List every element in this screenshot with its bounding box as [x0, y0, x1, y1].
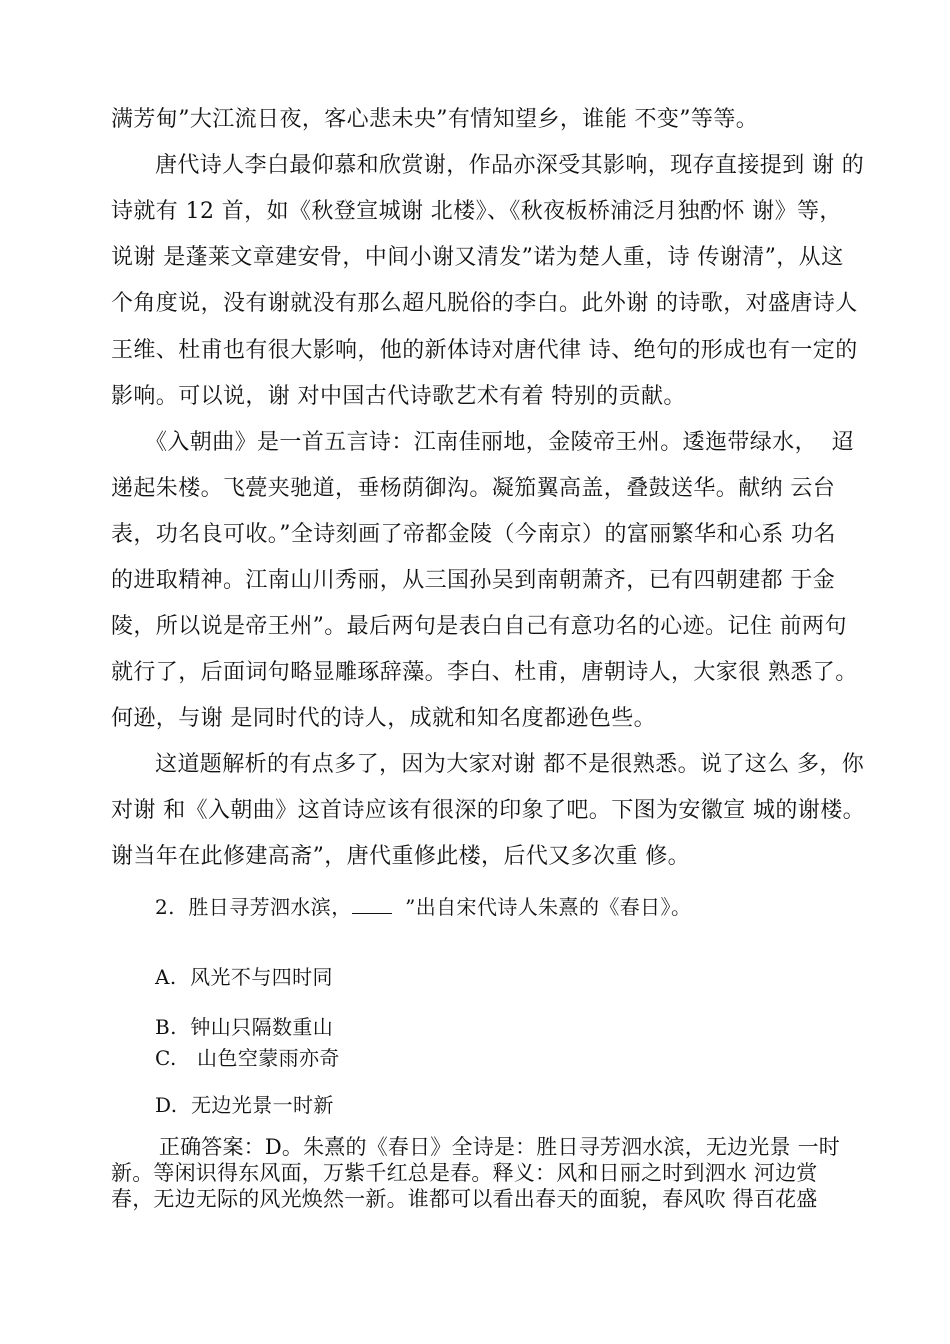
paragraph-2-line-1: 唐代诗人李白最仰慕和欣赏谢，作品亦深受其影响，现存直接提到 谢 的: [155, 153, 865, 178]
paragraph-2-line-5: 王维、杜甫也有很大影响，他的新体诗对唐代律 诗、绝句的形成也有一定的: [111, 338, 858, 363]
paragraph-2-line-4: 个角度说，没有谢就没有那么超凡脱俗的李白。此外谢 的诗歌，对盛唐诗人: [111, 291, 858, 316]
paragraph-4-line-1: 这道题解析的有点多了，因为大家对谢 都不是很熟悉。说了这么 多，你: [155, 752, 865, 777]
answer-line-2: 新。等闲识得东风面，万紫千红总是春。释义：风和日丽之时到泗水 河边赏: [111, 1161, 818, 1185]
paragraph-2-line-3: 说谢 是蓬莱文章建安骨，中间小谢又清发”诺为楚人重，诗 传谢清”，从这: [111, 245, 844, 270]
paragraph-3-line-3: 表，功名良可收。”全诗刻画了帝都金陵（今南京）的富丽繁华和心系 功名: [111, 522, 836, 547]
question-stem: [155, 893, 691, 921]
paragraph-3-line-6: 就行了，后面词句略显雕琢辞藻。李白、杜甫，唐朝诗人，大家很 熟悉了。: [111, 660, 858, 685]
paragraph-4-line-3: 谢当年在此修建高斋”，唐代重修此楼，后代又多次重 修。: [111, 844, 691, 869]
answer-line-1: 正确答案：D。朱熹的《春日》全诗是：胜日寻芳泗水滨，无边光景 一时: [152, 1135, 840, 1159]
paragraph-4-line-2: 对谢 和《入朝曲》这首诗应该有很深的印象了吧。下图为安徽宣 城的谢楼。: [111, 798, 865, 823]
paragraph-3-line-2: 递起朱楼。飞甍夹驰道，垂杨荫御沟。凝笳翼高盖，叠鼓送华。献纳 云台: [111, 476, 836, 501]
paragraph-3-line-5: 陵，所以说是帝王州”。最后两句是表白自己有意功名的心迹。记住 前两句: [111, 614, 847, 639]
paragraph-3-line-4: 的进取精神。江南山川秀丽，从三国孙吴到南朝萧齐，已有四朝建都 于金: [111, 568, 836, 593]
answer-line-3: 春，无边无际的风光焕然一新。谁都可以看出春天的面貌，春风吹 得百花盛: [111, 1187, 818, 1211]
option-d: D. 无边光景一时新: [155, 1093, 334, 1117]
paragraph-2-line-6: 影响。可以说，谢 对中国古代诗歌艺术有着 特别的贡献。: [111, 384, 686, 409]
question-suffix: ”出自宋代诗人朱熹的《春日》。: [391, 895, 692, 919]
paragraph-2-line-2: 诗就有 12 首，如《秋登宣城谢 北楼》、《秋夜板桥浦泛月独酌怀 谢》等，: [111, 199, 842, 224]
paragraph-3-line-1: 《入朝曲》是一首五言诗：江南佳丽地，金陵帝王州。逶迤带绿水， 迢: [145, 430, 855, 455]
paragraph-1-line-1: 满芳甸”大江流日夜，客心悲未央”有情知望乡，谁能 不变”等等。: [111, 107, 759, 132]
answer-blank: [352, 895, 392, 914]
option-b: B. 钟山只隔数重山: [155, 1015, 334, 1039]
question-prefix: 2. 胜日寻芳泗水滨，: [155, 895, 352, 919]
option-a: A. 风光不与四时同: [155, 965, 333, 989]
option-c: C. 山色空蒙雨亦奇: [155, 1046, 340, 1070]
paragraph-3-line-7: 何逊，与谢 是同时代的诗人，成就和知名度都逊色些。: [111, 706, 656, 731]
